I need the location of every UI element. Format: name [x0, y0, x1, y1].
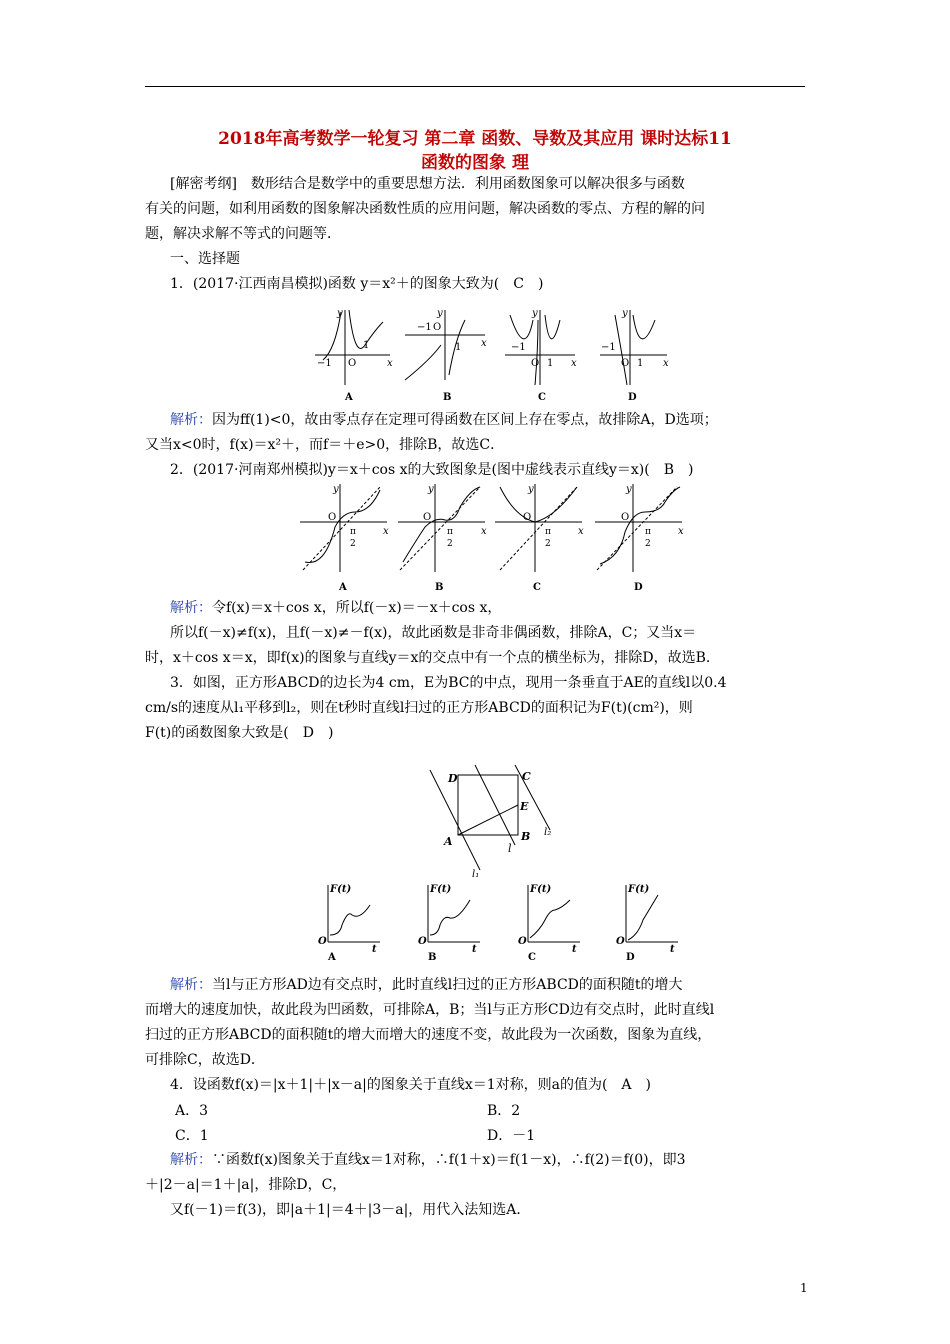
q2-b-label: B: [435, 582, 444, 593]
q4-option-a: A．3: [175, 1103, 209, 1119]
q2-a-2: 2: [350, 539, 356, 549]
header-rule: [145, 86, 805, 87]
q1-fig-d-label: D: [628, 392, 637, 403]
q2-d-label: D: [634, 582, 643, 593]
q2-figures: [295, 482, 690, 597]
q3-b-o: O: [418, 936, 427, 947]
q2-b-y: y: [428, 484, 434, 495]
q1-fig-a-x: x: [387, 358, 393, 369]
q3-exp-line4: 可排除C，故选D．: [145, 1052, 265, 1068]
q3-label-c: C: [522, 770, 531, 783]
q4-stem: 4．设函数f(x)＝|x＋1|＋|x－a|的图象关于直线x＝1对称，则a的值为( A ): [170, 1077, 652, 1093]
q2-fig-d: [595, 484, 682, 572]
q3-label-d: D: [448, 772, 458, 785]
q2-fig-b: [398, 484, 485, 572]
q1-fig-d-m1: −1: [601, 342, 616, 353]
q1-fig-c-m1: −1: [511, 342, 526, 353]
q1-fig-c-1: 1: [547, 358, 554, 369]
q1-fig-d-x: x: [663, 358, 669, 369]
q3-label-e: E: [520, 800, 529, 813]
q2-b-pi: π: [447, 527, 453, 537]
q3-stem-line1: 3．如图，正方形ABCD的边长为4 cm，E为BC的中点，现用一条垂直于AE的直线l以0.4: [170, 675, 727, 691]
q2-fig-a: [300, 484, 387, 572]
q2-explanation: [170, 598, 805, 618]
page-title-line2: 函数的图象 理: [421, 153, 529, 173]
q3-square-figure: [420, 760, 570, 880]
q3-d-t: t: [670, 944, 675, 955]
q2-c-o: O: [523, 512, 532, 523]
q2-a-o: O: [328, 512, 337, 523]
q2-b-o: O: [423, 512, 432, 523]
q1-fig-a-o: O: [348, 358, 357, 369]
q2-d-o: O: [621, 512, 630, 523]
q3-c-t: t: [572, 944, 577, 955]
q3-c-label: C: [528, 952, 536, 963]
q1-explanation: [170, 410, 805, 430]
q2-c-x: x: [578, 526, 584, 537]
q2-b-x: x: [481, 526, 487, 537]
q1-fig-c-y: y: [532, 308, 538, 319]
q1-figures: [305, 300, 675, 405]
q3-label-a: A: [444, 835, 453, 848]
q1-fig-b-x: x: [481, 338, 487, 349]
q2-a-pi: π: [350, 527, 356, 537]
q3-label-b: B: [521, 830, 531, 843]
q2-d-2: 2: [645, 539, 651, 549]
q1-fig-c-o: O: [531, 358, 540, 369]
q4-option-d: D．－1: [487, 1128, 536, 1144]
intro-line: [解密考纲] 数形结合是数学中的重要思想方法．利用函数图象可以解决很多与函数: [170, 176, 685, 192]
q3-exp-line3: 扫过的正方形ABCD的面积随t的增大而增大的速度不变，故此段为一次函数，图象为直线，: [145, 1027, 712, 1043]
q1-fig-b-label: B: [443, 392, 452, 403]
q3-exp-line2: 而增大的速度加快，故此段为凹函数，可排除A，B；当l与正方形CD边有交点时，此时直线l: [145, 1002, 715, 1018]
q4-exp-text: ∵函数f(x)图象关于直线x＝1对称，∴f(1＋x)＝f(1－x)，∴f(2)＝f(0)，即3: [212, 1152, 686, 1168]
q3-explanation: [170, 975, 805, 995]
q2-a-y: y: [333, 484, 339, 495]
q1-exp-label: 解析：: [170, 412, 212, 428]
q3-d-label: D: [626, 952, 635, 963]
q1-fig-d-1: 1: [637, 358, 644, 369]
q4-option-b: B．2: [487, 1103, 521, 1119]
q3-label-l2: l₂: [544, 827, 552, 838]
q2-d-x: x: [678, 526, 684, 537]
q4-option-c: C．1: [175, 1128, 209, 1144]
q1-fig-a-label: A: [345, 392, 353, 403]
q3-c-ylab: F(t): [530, 884, 552, 895]
q4-exp-line3: 又f(－1)＝f(3)，即|a＋1|＝4＋|3－a|，用代入法知选A．: [170, 1202, 531, 1218]
q3-a-ylab: F(t): [330, 884, 352, 895]
q2-stem: 2．(2017·河南郑州模拟)y＝x＋cos x的大致图象是(图中虚线表示直线y＝x)( B ): [170, 462, 694, 478]
q1-fig-b-1: 1: [455, 342, 462, 353]
q1-exp-text: 因为ff(1)<0，故由零点存在定理可得函数在区间上存在零点，故排除A，D选项；: [212, 412, 718, 428]
q1-fig-b-o: O: [433, 322, 442, 333]
q2-a-x: x: [383, 526, 389, 537]
q4-exp-line2: ＋|2－a|＝1＋|a|，排除D，C，: [145, 1177, 347, 1193]
q3-graph-figures: [310, 880, 690, 965]
q2-b-2: 2: [447, 539, 453, 549]
q3-b-label: B: [428, 952, 437, 963]
q1-fig-a-m1: −1: [317, 358, 332, 369]
q3-c-o: O: [518, 936, 527, 947]
q3-a-label: A: [328, 952, 336, 963]
page-title-line1: 2018年高考数学一轮复习 第二章 函数、导数及其应用 课时达标11: [218, 129, 732, 149]
q3-d-ylab: F(t): [628, 884, 650, 895]
q1-stem: 1．(2017·江西南昌模拟)函数 y＝x²＋的图象大致为( C ): [170, 276, 544, 292]
intro-line: 有关的问题，如利用函数的图象解决函数性质的应用问题，解决函数的零点、方程的解的问: [145, 201, 705, 217]
q3-d-o: O: [616, 936, 625, 947]
q2-fig-c: [495, 484, 582, 572]
q2-exp-line3: 时，x＋cos x＝x，即f(x)的图象与直线y＝x的交点中有一个点的横坐标为，排除D，故选B．: [145, 650, 720, 666]
q1-exp-line2: 又当x<0时，f(x)＝x²＋，而f＝＋e>0，排除B，故选C．: [145, 437, 505, 453]
q3-label-l1: l₁: [472, 869, 480, 880]
q2-c-label: C: [533, 582, 541, 593]
q1-fig-c-x: x: [571, 358, 577, 369]
q2-d-pi: π: [645, 527, 651, 537]
q2-c-y: y: [528, 484, 534, 495]
q1-fig-d-y: y: [622, 308, 628, 319]
q1-fig-c-label: C: [538, 392, 546, 403]
q3-b-t: t: [472, 944, 477, 955]
q1-fig-b: [405, 310, 485, 380]
page-number: 1: [800, 1281, 808, 1295]
q1-fig-d-o: O: [621, 358, 630, 369]
q2-a-label: A: [339, 582, 347, 593]
q3-stem-line3: F(t)的函数图象大致是( D ): [145, 725, 334, 741]
q3-exp-text: 当l与正方形AD边有交点时，此时直线l扫过的正方形ABCD的面积随t的增大: [212, 977, 683, 993]
q3-exp-label: 解析：: [170, 977, 212, 993]
q3-b-ylab: F(t): [430, 884, 452, 895]
q1-fig-a: [315, 310, 390, 385]
q2-c-2: 2: [545, 539, 551, 549]
q1-fig-a-1: 1: [363, 340, 370, 351]
q3-stem-line2: cm/s的速度从l₁平移到l₂，则在t秒时直线l扫过的正方形ABCD的面积记为F(t)(cm²)，则: [145, 700, 693, 716]
q4-exp-label: 解析：: [170, 1152, 212, 1168]
intro-line: 题，解决求解不等式的问题等．: [145, 226, 341, 242]
q1-fig-b-y: y: [437, 308, 443, 319]
q3-a-t: t: [372, 944, 377, 955]
q4-explanation: [170, 1150, 805, 1170]
q2-exp-line2: 所以f(－x)≠f(x)，且f(－x)≠－f(x)，故此函数是非奇非偶函数，排除A，C；又当x＝: [170, 625, 697, 641]
q2-exp-label: 解析：: [170, 600, 212, 616]
q3-label-l: l: [508, 842, 512, 855]
q3-a-o: O: [318, 936, 327, 947]
q2-exp-text: 令f(x)＝x＋cos x，所以f(－x)＝－x＋cos x，: [212, 600, 502, 616]
q1-fig-a-y: y: [337, 308, 343, 319]
q1-fig-b-m1: −1: [417, 322, 432, 333]
q2-d-y: y: [626, 484, 632, 495]
section-heading: 一、选择题: [170, 251, 240, 267]
q2-c-pi: π: [545, 527, 551, 537]
